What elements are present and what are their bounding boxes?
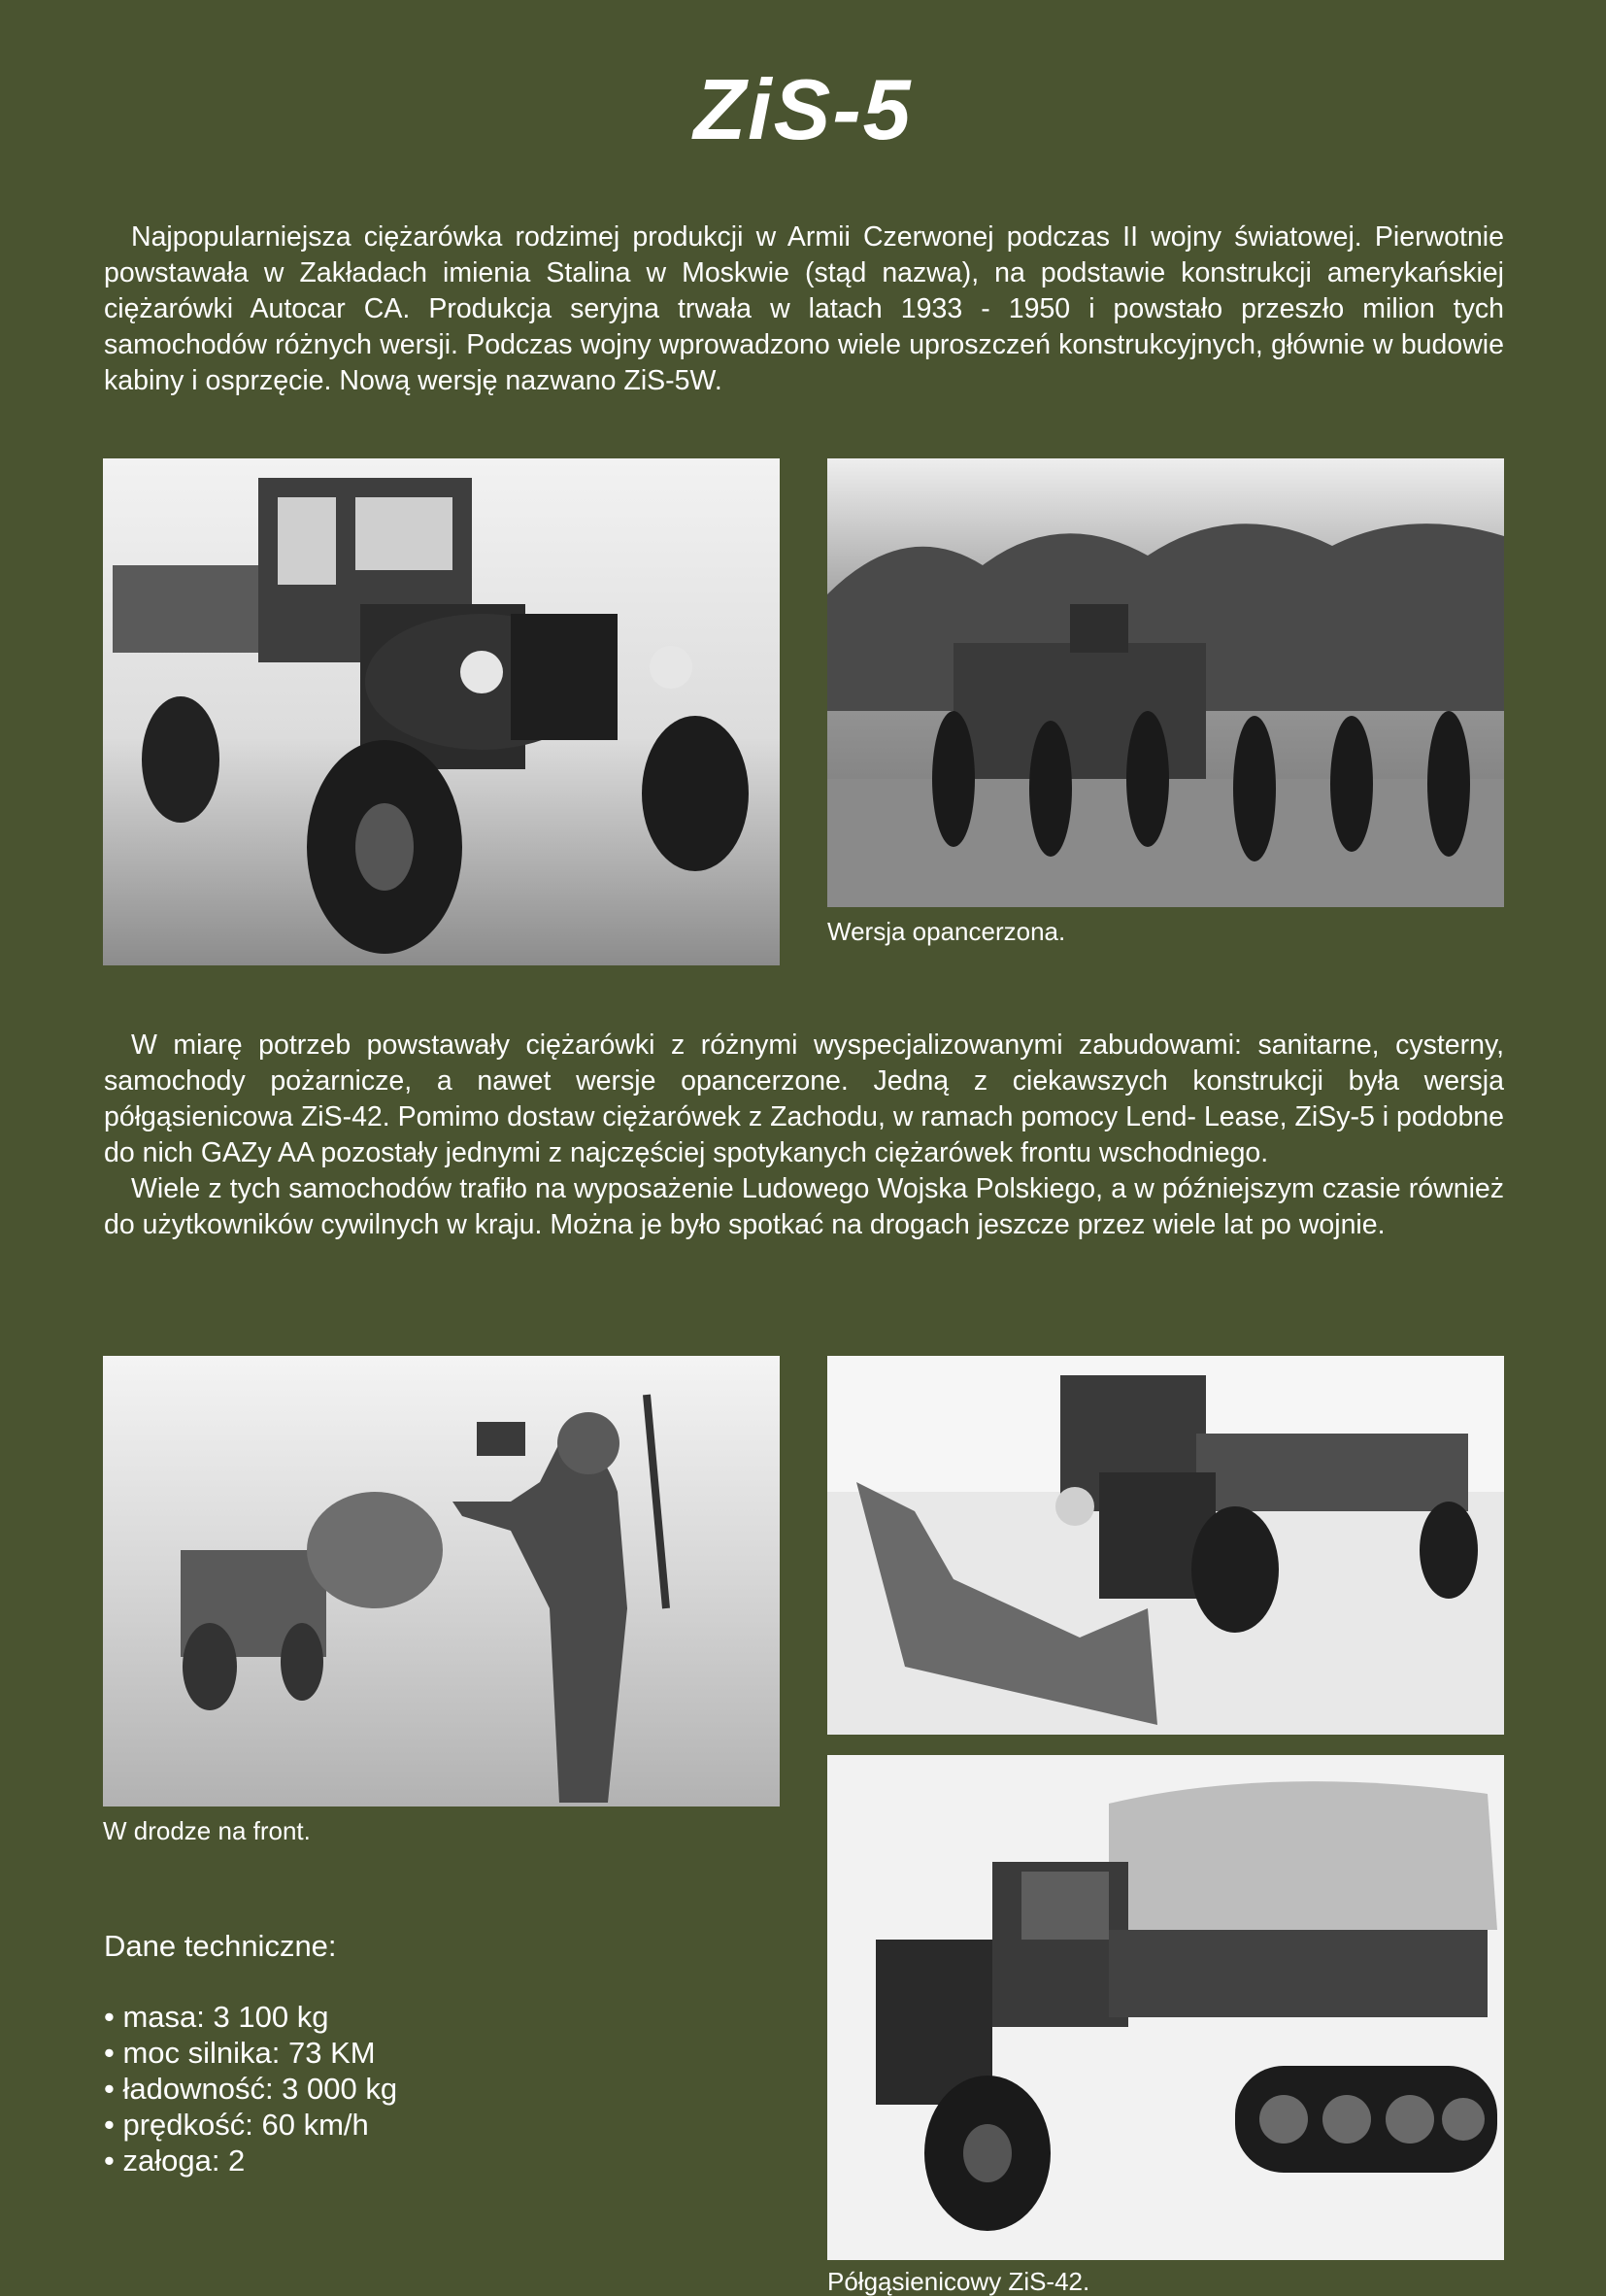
body-paragraph-2: Wiele z tych samochodów trafiło na wyposażenie Ludowego Wojska Polskiego, a w późniejszym czasie również do użytkowników cywilnych w kraju. Można je było spotkać na drogach jeszcze przez wiele lat po wojnie.	[104, 1173, 1504, 1240]
armored-version-caption: Wersja opancerzona.	[827, 917, 1066, 946]
spec-item-payload: • ładowność: 3 000 kg	[104, 2071, 397, 2107]
spec-item-crew: • załoga: 2	[104, 2143, 397, 2178]
intro-paragraph	[104, 219, 1504, 399]
intro-text: Najpopularniejsza ciężarówka rodzimej produkcji w Armii Czerwonej podczas II wojny światowej. Pierwotnie powstawała w Zakładach imienia Stalina w Moskwie (stąd nazwa), na podstawie konstrukcji amerykańskiej ciężarówki Autocar CA. Produkcja seryjna trwała w latach 1933 - 1950 i powstało przeszło milion tych samochodów różnych wersji. Podczas wojny wprowadzono wiele uproszczeń konstrukcyjnych, głównie w budowie kabiny i osprzęcie. Nową wersję nazwano ZiS-5W.	[104, 221, 1504, 396]
specs-list	[104, 1999, 397, 2178]
body-paragraph-1: W miarę potrzeb powstawały ciężarówki z różnymi wyspecjalizowanymi zabudowami: sanitarne, cysterny, samochody pożarnicze, a nawet wersje opancerzone. Jedną z ciekawszych konstrukcji była wersja półgąsienicowa ZiS-42. Pomimo dostaw ciężarówek z Zachodu, w ramach pomocy Lend- Lease, ZiSy-5 i podobne do nich GAZy AA pozostały jednymi z najczęściej spotykanych ciężarówek frontu wschodniego.	[104, 1030, 1504, 1168]
spec-item-engine-power: • moc silnika: 73 KM	[104, 2035, 397, 2071]
specs-heading: Dane techniczne:	[104, 1929, 337, 1963]
truck-photo	[103, 458, 780, 965]
road-to-front-caption: W drodze na front.	[103, 1816, 311, 1845]
spec-item-mass: • masa: 3 100 kg	[104, 1999, 397, 2035]
body-paragraphs	[104, 1028, 1504, 1243]
halftrack-zis42-photo	[827, 1755, 1504, 2260]
road-to-front-photo	[103, 1356, 780, 1806]
technical-specs	[104, 1928, 397, 2178]
armored-version-photo	[827, 458, 1504, 907]
spec-item-speed: • prędkość: 60 km/h	[104, 2107, 397, 2143]
halftrack-caption: Półgąsienicowy ZiS-42.	[827, 2267, 1090, 2296]
page-title: ZiS-5	[693, 61, 913, 157]
snowplow-photo	[827, 1356, 1504, 1735]
